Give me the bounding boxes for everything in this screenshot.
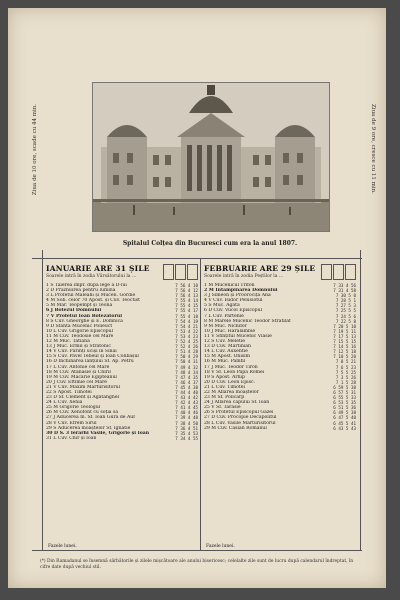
row-times: 7 41 4 45 (175, 405, 198, 411)
row-times: 7 52 4 25 (175, 339, 198, 345)
row-times: 7 22 5 8 (335, 318, 356, 324)
january-foot: Fazele lunei. (48, 544, 77, 549)
row-text: 25 V Sf. Tarasie (204, 405, 241, 411)
row-times: 7 44 4 40 (175, 389, 198, 395)
january-column-heads (163, 264, 198, 280)
row-text: 4 M Sob. celor 70 Apost. și Cuv. Teoctist (46, 298, 140, 304)
row-text: 23 D Sf. Clement și Agatanghel (46, 395, 120, 401)
left-margin-note: Ziua de 10 ore, scade cu 44 min. (32, 104, 38, 196)
row-text: 20 D Cuv. Leon Episc. (204, 379, 255, 385)
row-times: 7 43 4 42 (175, 395, 198, 401)
row-times: 6 45 5 41 (333, 420, 356, 426)
row-text: 14 L Cuv. Auxentie (204, 349, 248, 355)
row-text: 23 M Sf. Policarp (204, 395, 245, 401)
row-text: 24 L Cuv. Xenia (46, 400, 83, 406)
row-times: 7 51 4 28 (175, 349, 198, 355)
col-head (163, 264, 174, 280)
row-times: 7 3 5 26 (335, 374, 356, 380)
row-text: 2 M Întâmpinarea Domnului (204, 288, 278, 294)
row-text: 12 M Muc. Tatiana (46, 339, 90, 345)
row-text: 19 M Cuv. Macarie Egipteanul (46, 374, 117, 380)
row-text: 3 J Simeon și Proorocița Ana (204, 293, 271, 299)
row-text: 29 M Cuv. Casian Romanul (204, 425, 267, 431)
february-column (204, 264, 356, 542)
january-column (46, 264, 198, 542)
row-times: 7 47 4 35 (175, 374, 198, 380)
row-times: 7 27 5 3 (335, 303, 356, 309)
col-head (187, 264, 198, 280)
row-times: 6 59 5 30 (333, 384, 356, 390)
row-text: 8 M Marele Mucenic Teodor Stratilat (204, 318, 291, 324)
row-text: 10 L Cuv. Grigorie Episcopul (46, 328, 113, 334)
row-times: 6 57 5 31 (333, 389, 356, 395)
row-text: 25 M Grigorie Teologul (46, 405, 101, 411)
row-text: 26 S Profetul Episcopul Gazei (204, 410, 274, 416)
row-times: 7 52 4 26 (175, 344, 198, 350)
hospital-engraving (92, 82, 330, 232)
february-title: FEBRUARIE ARE 29 ȘILE (204, 264, 316, 273)
row-times: 7 55 4 17 (175, 308, 198, 314)
row-text: 17 J Muc. Teodor Tiron (204, 364, 258, 370)
calendar-row (46, 436, 198, 441)
row-times: 6 51 5 36 (333, 405, 356, 411)
row-times: 7 17 5 13 (333, 333, 356, 339)
row-text: 22 M Aflarea moaștelor (204, 389, 259, 395)
row-times: 7 20 5 10 (333, 323, 356, 329)
photo-caption: Spitalul Colțea din Bucuresci cum era la anul 1807. (122, 240, 298, 247)
row-text: 14 V Cuv. Părinți uciși în Sinai (46, 349, 117, 355)
row-times: 7 28 5 1 (335, 298, 356, 304)
row-times: 7 24 5 6 (335, 313, 356, 319)
row-text: 20 J Cuv. Eftimie cel Mare (46, 379, 108, 385)
row-times: 6 49 5 38 (333, 410, 356, 416)
row-times: 6 53 5 35 (333, 400, 356, 406)
row-text: 28 V Cuv. Efrem Sirul (46, 420, 97, 426)
january-rows (46, 283, 198, 441)
row-times: 6 47 5 40 (333, 415, 356, 421)
col-head (175, 264, 186, 280)
january-subtitle: Soarele intră în zodia Vărsătorului la ... (46, 274, 137, 279)
february-column-heads (321, 264, 356, 280)
row-times: 7 38 4 50 (175, 420, 198, 426)
row-times: 7 1 5 28 (335, 379, 356, 385)
row-times: 7 56 4 13 (175, 293, 198, 299)
row-text: 17 L Cuv. Antonie cel Mare (46, 364, 110, 370)
row-text: 5 M Mar. Teopempt și Teona (46, 303, 113, 309)
row-times: 7 55 4 15 (175, 303, 198, 309)
row-times: 7 50 4 29 (175, 354, 198, 360)
row-text: 26 M Cuv. Xenofont cu soția sa (46, 410, 119, 416)
row-times: 7 39 4 48 (175, 415, 198, 421)
row-times: 7 36 4 51 (175, 425, 198, 431)
row-text: 7 V Profetul Ioan Botezătorul (46, 313, 122, 319)
row-times: 7 55 4 18 (175, 313, 198, 319)
row-times: 7 45 4 38 (175, 384, 198, 390)
row-times: 7 46 4 37 (175, 379, 198, 385)
col-head (321, 264, 332, 280)
row-text: 13 J Muc. Ermil și Stratonic (46, 344, 111, 350)
row-times: 7 48 4 34 (175, 369, 198, 375)
row-text: 29 S Aducerea moaștelor Sf. Ignatie (46, 425, 131, 431)
row-text: 5 S Muc. Agata (204, 303, 240, 309)
row-times: 7 40 4 46 (175, 410, 198, 416)
footnote: (*) Din Ramadanul se însemnă sărbătorile și zilele mișcătoare ale anului bisericesc; celelalte zile sunt de lucru după calendarul îndreptat, în cifre date după vechiul stil. (40, 559, 354, 570)
row-text: 3 L Profetul Maleahi și Mucen. Gordie (46, 293, 136, 299)
row-text: 2 D Prăznuirea pentru lumina (46, 288, 116, 294)
row-times: 7 56 4 10 (175, 283, 198, 288)
center-divider (200, 258, 201, 550)
right-border-line (360, 250, 361, 550)
row-times: 7 53 4 22 (175, 328, 198, 334)
row-text: 1 S Taierea împr. dupa lege a D-lui (46, 283, 127, 288)
row-text: 19 S Apost. Arhip (204, 374, 245, 380)
row-times: 7 55 4 14 (175, 298, 198, 304)
almanac-page (8, 8, 386, 588)
row-text: 8 S Cuv. Gheorghe și E. Domnica (46, 318, 123, 324)
right-margin-note: Ziua de 9 ore, cresce cu 11 min. (370, 104, 376, 194)
january-title: IANUARIE ARE 31 ȘILE (46, 264, 150, 273)
february-rows (204, 283, 356, 431)
row-times: 7 10 5 20 (333, 354, 356, 360)
col-head (333, 264, 344, 280)
february-subtitle: Soarele intră în zodia Peștilor la ... (204, 274, 284, 279)
row-times: 7 8 5 21 (335, 359, 356, 365)
row-times: 7 42 4 43 (175, 400, 198, 406)
row-text: 11 V Sfințitul Mucenic Vlasie (204, 333, 272, 339)
row-text: 28 L Cuv. Vasile Mărturisitorul (204, 420, 276, 426)
row-text: 18 M Cuv. Atanasie și Chiril (46, 369, 111, 375)
row-text: 16 M Muc. Pamfil (204, 359, 246, 365)
row-times: 7 19 5 11 (333, 328, 356, 334)
row-text: 9 M Muc. Nichifor (204, 323, 247, 329)
row-text: 16 D Închinarea lanțului Sf. Ap. Petru (46, 359, 134, 365)
row-text: 4 V Cuv. Isidor Pelusiotul (204, 298, 263, 304)
row-times: 7 33 4 56 (333, 283, 356, 288)
row-times: 7 14 5 16 (333, 344, 356, 350)
row-text: 21 L Cuv. Timotei (204, 384, 245, 390)
row-text: 10 J Muc. Haralambie (204, 328, 256, 334)
row-times: 7 35 4 53 (175, 430, 198, 436)
row-text: 27 D Cuv. Procopie Decapolitul (204, 415, 277, 421)
row-times: 7 5 5 25 (335, 369, 356, 375)
row-text: 15 S Cuv. Pavel Tebeul și Ioan Colibașul (46, 354, 139, 360)
row-times: 7 6 5 23 (335, 364, 356, 370)
row-times: 7 30 5 0 (335, 293, 356, 299)
row-times: 6 55 5 33 (333, 395, 356, 401)
row-text: 21 V Cuv. Maxim Mărturisitorul (46, 384, 121, 390)
building-illustration (93, 83, 329, 231)
row-times: 7 15 5 15 (333, 339, 356, 345)
row-times: 7 56 4 12 (175, 288, 198, 294)
row-text: 11 M Cuv. Teodosie cel Mare (46, 333, 114, 339)
row-times: 7 54 4 21 (175, 323, 198, 329)
row-text: 9 D Sfânta Mucenic Polieuct (46, 323, 113, 329)
calendar-top-rule (32, 258, 362, 259)
row-times: 7 49 4 32 (175, 364, 198, 370)
calendar-bottom-rule (32, 550, 362, 551)
row-text: 15 M Apost. Onisim (204, 354, 250, 360)
row-times: 7 50 4 31 (175, 359, 198, 365)
row-text: 13 D Cuv. Martinian (204, 344, 251, 350)
col-head (345, 264, 356, 280)
row-times: 7 25 5 5 (335, 308, 356, 314)
row-text: 18 V Sf. Leon Papa Romei (204, 369, 265, 375)
row-text: 31 L Cuv. Chir și Ioan (46, 435, 97, 441)
february-foot: Fazele lunei. (206, 544, 235, 549)
row-times: 7 54 4 19 (175, 318, 198, 324)
row-text: 30 D S. 3 Ierarhi Vasile, Grigorie și Ioan (46, 430, 150, 436)
row-text: 24 J Aflarea capului Sf. Ioan (204, 400, 270, 406)
row-times: 7 12 5 18 (333, 349, 356, 355)
row-text: 7 L Cuv. Partenie (204, 313, 244, 319)
row-text: 6 D Cuv. Vucol Episcopul (204, 308, 263, 314)
row-times: 6 43 5 43 (333, 425, 356, 431)
row-text: 12 S Cuv. Meletie (204, 339, 245, 345)
row-times: 7 53 4 23 (175, 333, 198, 339)
calendar-row (204, 426, 356, 431)
row-text: 1 M Mucenicul Trifon (204, 283, 255, 288)
left-border-line (42, 250, 43, 550)
row-times: 7 31 4 58 (333, 288, 356, 294)
row-times: 7 34 4 55 (175, 435, 198, 441)
row-text: 27 J Aducerea m. Sf. Ioan Gură de Aur (46, 415, 136, 421)
row-text: 6 J Botezul Domnului (46, 308, 102, 314)
row-text: 22 S Apost. Timotei (46, 389, 92, 395)
